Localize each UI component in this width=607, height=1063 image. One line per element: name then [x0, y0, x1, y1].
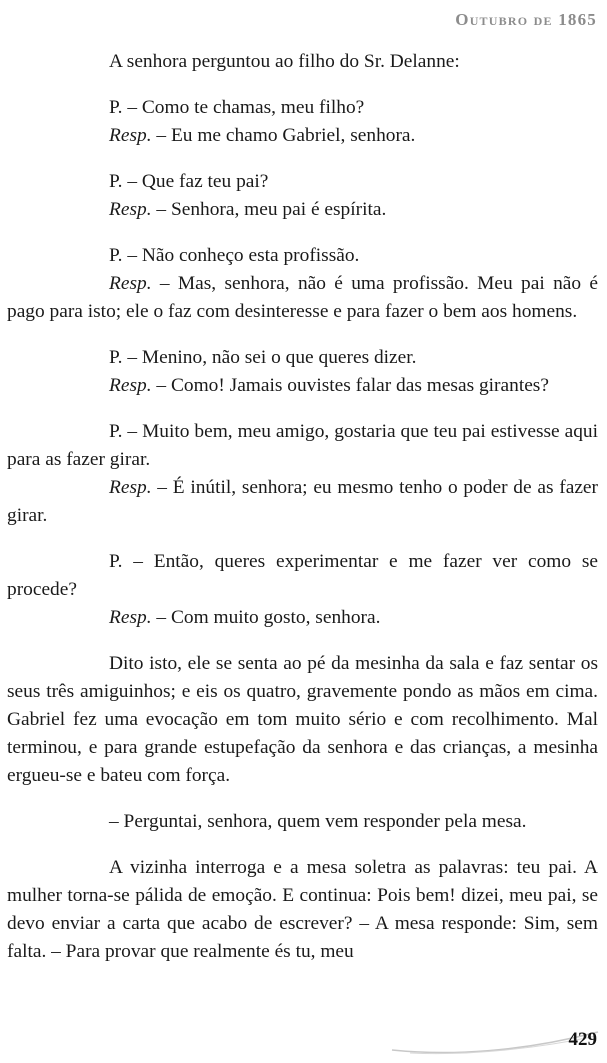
- answer-line: [7, 196, 598, 224]
- narrative-paragraph: A senhora perguntou ao filho do Sr. Delanne:: [109, 51, 460, 72]
- question-line: P. – Menino, não sei o que queres dizer.: [109, 347, 417, 368]
- question-line: P. – Como te chamas, meu filho?: [109, 97, 365, 118]
- narrative-paragraph: Dito isto, ele se senta ao pé da mesinha da sala e faz sentar os seus três amiguinhos; e eis os quatro, gravemente pondo as mãos em cima. Gabriel fez uma evocação em tom muito sério e com recolhimento. Mal terminou, e para grande estupefação da senhora e das crianças, a mesinha ergueu-se e bateu com força.: [7, 653, 598, 786]
- answer-text: – Eu me chamo Gabriel, senhora.: [151, 125, 416, 146]
- answer-text: – É inútil, senhora; eu mesmo tenho o poder de as fazer girar.: [7, 477, 598, 526]
- narrative-paragraph: A vizinha interroga e a mesa soletra as palavras: teu pai. A mulher torna-se pálida de emoção. E continua: Pois bem! dizei, meu pai, se devo enviar a carta que acabo de escrever? – A mesa responde: Sim, sem falta. – Para provar que realmente és tu, meu: [7, 857, 598, 962]
- answer-text: – Como! Jamais ouvistes falar das mesas girantes?: [151, 375, 549, 396]
- answer-text: – Senhora, meu pai é espírita.: [151, 199, 387, 220]
- answer-line: [7, 604, 598, 632]
- page-number: 429: [568, 1029, 597, 1050]
- answer-line: [7, 372, 598, 400]
- resp-label: Resp.: [109, 273, 152, 294]
- question-line: P. – Então, queres experimentar e me fazer ver como se procede?: [7, 551, 598, 600]
- resp-label: Resp.: [109, 477, 152, 498]
- resp-label: Resp.: [109, 607, 152, 628]
- answer-line: [7, 122, 598, 150]
- answer-line: [7, 270, 598, 326]
- narrative-paragraph: – Perguntai, senhora, quem vem responder pela mesa.: [109, 811, 527, 832]
- page-body: [7, 48, 598, 966]
- question-line: P. – Não conheço esta profissão.: [109, 245, 360, 266]
- resp-label: Resp.: [109, 125, 152, 146]
- running-header: Outubro de 1865: [455, 10, 597, 29]
- answer-line: [7, 474, 598, 530]
- question-line: P. – Que faz teu pai?: [109, 171, 269, 192]
- answer-text: – Mas, senhora, não é uma profissão. Meu pai não é pago para isto; ele o faz com desinteresse e para fazer o bem aos homens.: [7, 273, 598, 322]
- question-line: P. – Muito bem, meu amigo, gostaria que teu pai estivesse aqui para as fazer girar.: [7, 421, 598, 470]
- resp-label: Resp.: [109, 199, 152, 220]
- resp-label: Resp.: [109, 375, 152, 396]
- answer-text: – Com muito gosto, senhora.: [151, 607, 381, 628]
